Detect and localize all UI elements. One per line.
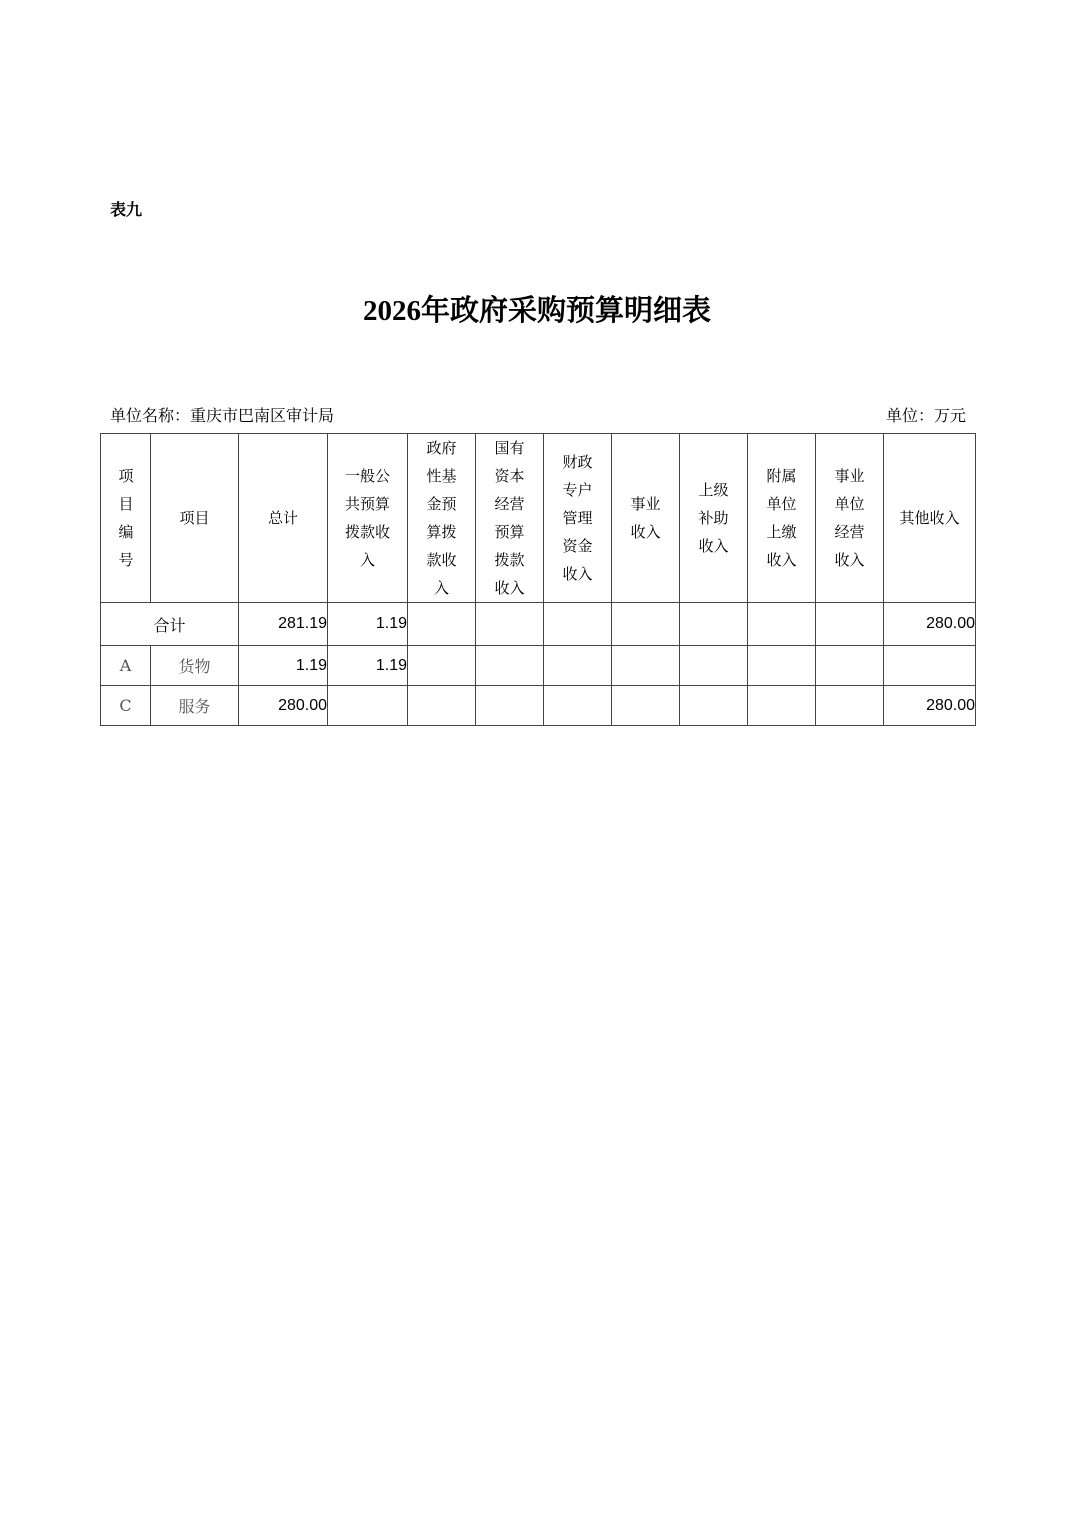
header-total: 总计 — [239, 434, 328, 603]
header-item: 项目 — [151, 434, 239, 603]
total-affiliate — [748, 603, 816, 646]
row-gov-fund — [408, 646, 476, 686]
total-operation — [816, 603, 884, 646]
row-code: C — [101, 686, 151, 726]
row-gov-fund — [408, 686, 476, 726]
header-other-income: 其他收入 — [884, 434, 976, 603]
total-business — [612, 603, 680, 646]
row-operation — [816, 686, 884, 726]
row-other — [884, 646, 976, 686]
row-item: 货物 — [151, 646, 239, 686]
row-fiscal-special — [544, 686, 612, 726]
row-general: 1.19 — [328, 646, 408, 686]
row-business — [612, 686, 680, 726]
header-operation-income: 事业 单位 经营 收入 — [816, 434, 884, 603]
row-affiliate — [748, 646, 816, 686]
row-total: 280.00 — [239, 686, 328, 726]
row-general — [328, 686, 408, 726]
header-row — [101, 434, 976, 603]
row-fiscal-special — [544, 646, 612, 686]
row-other: 280.00 — [884, 686, 976, 726]
total-label: 合计 — [101, 603, 239, 646]
row-operation — [816, 646, 884, 686]
table-row — [101, 686, 976, 726]
header-state-capital: 国有 资本 经营 预算 拨款 收入 — [476, 434, 544, 603]
total-other: 280.00 — [884, 603, 976, 646]
row-business — [612, 646, 680, 686]
row-code: A — [101, 646, 151, 686]
total-total: 281.19 — [239, 603, 328, 646]
table-number-label: 表九 — [110, 200, 143, 219]
table-row — [101, 646, 976, 686]
row-superior — [680, 646, 748, 686]
header-general-budget: 一般公 共预算 拨款收 入 — [328, 434, 408, 603]
document-title: 2026年政府采购预算明细表 — [362, 295, 711, 327]
row-affiliate — [748, 686, 816, 726]
row-total: 1.19 — [239, 646, 328, 686]
header-gov-fund: 政府 性基 金预 算拨 款收 入 — [408, 434, 476, 603]
total-general: 1.19 — [328, 603, 408, 646]
row-superior — [680, 686, 748, 726]
row-state-capital — [476, 646, 544, 686]
unit-of-measure: 单位：万元 — [885, 406, 966, 425]
total-fiscal-special — [544, 603, 612, 646]
header-fiscal-special: 财政 专户 管理 资金 收入 — [544, 434, 612, 603]
header-code: 项 目 编 号 — [101, 434, 151, 603]
procurement-budget-table — [100, 433, 976, 726]
row-state-capital — [476, 686, 544, 726]
header-business-income: 事业 收入 — [612, 434, 680, 603]
unit-name: 单位名称：重庆市巴南区审计局 — [110, 406, 335, 425]
total-row — [101, 603, 976, 646]
header-affiliate-payment: 附属 单位 上缴 收入 — [748, 434, 816, 603]
total-superior — [680, 603, 748, 646]
total-state-capital — [476, 603, 544, 646]
total-gov-fund — [408, 603, 476, 646]
row-item: 服务 — [151, 686, 239, 726]
header-superior-subsidy: 上级 补助 收入 — [680, 434, 748, 603]
